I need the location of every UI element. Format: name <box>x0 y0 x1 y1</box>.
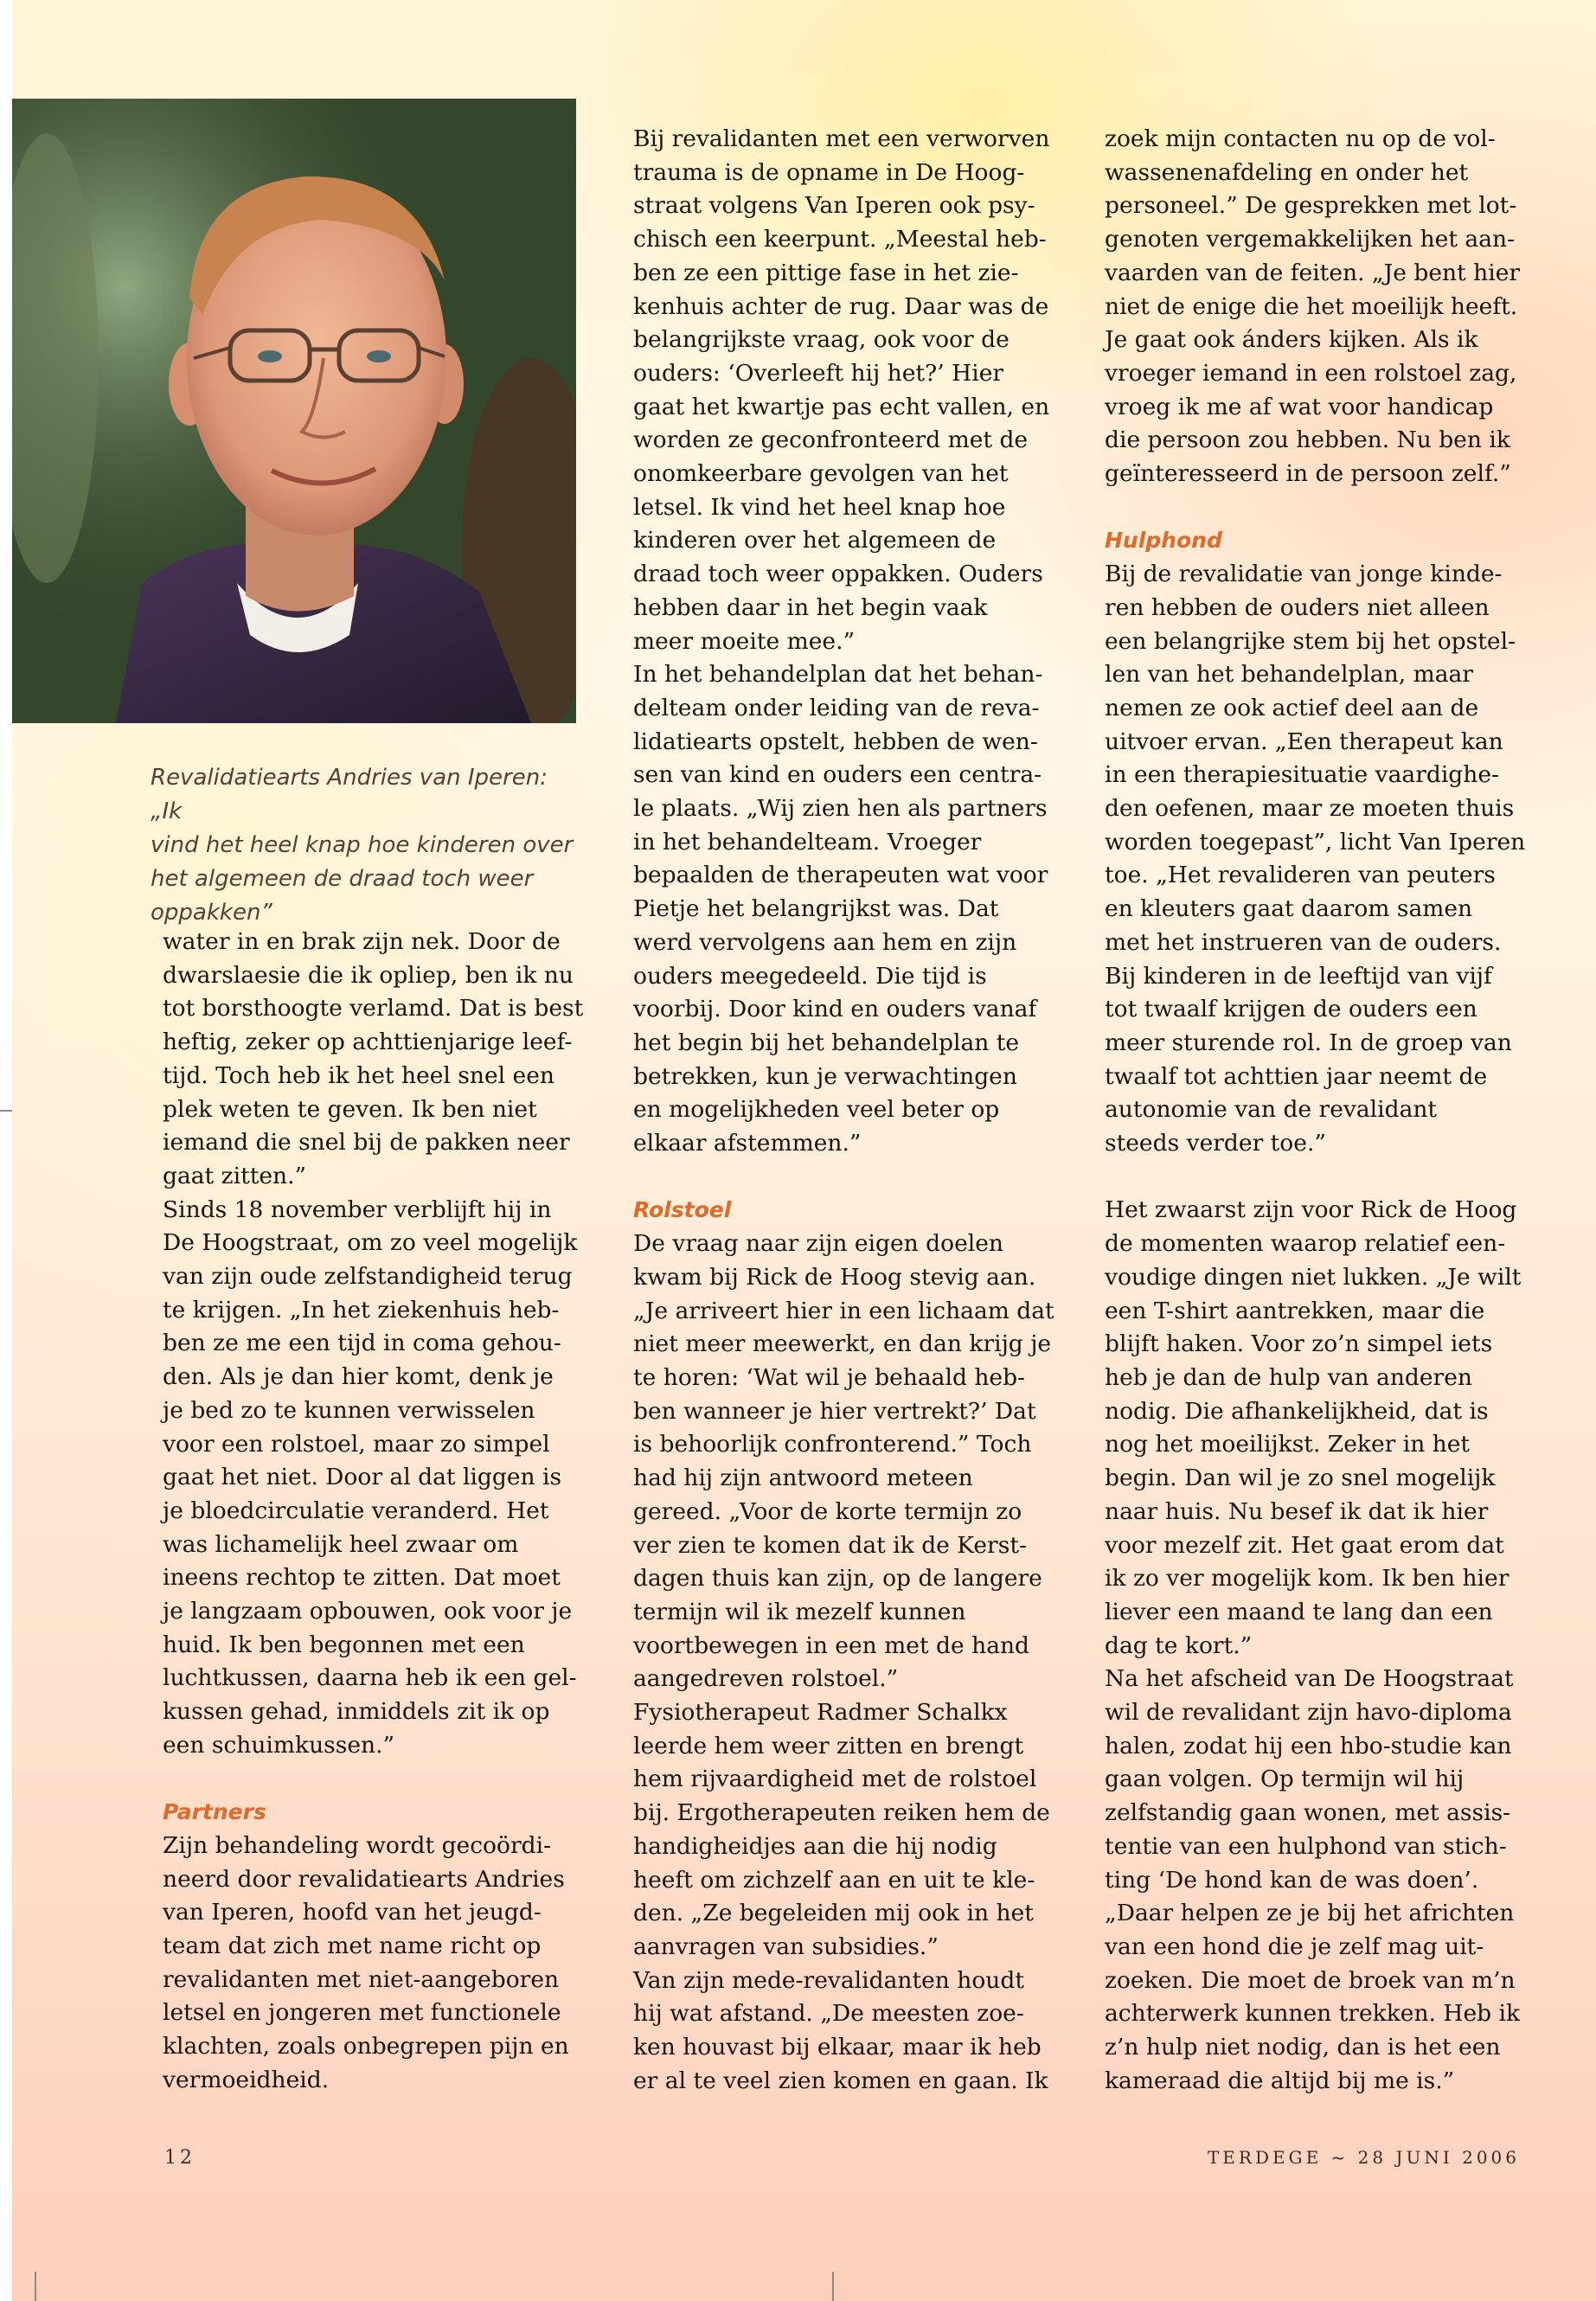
text-line: begin. Dan wil je zo snel mogelijk <box>1105 1465 1496 1492</box>
text-line: Van zijn mede-revalidanten houdt <box>633 1966 1024 1994</box>
text-line: van Iperen, hoofd van het jeugd- <box>163 1899 542 1926</box>
text-line: De Hoogstraat, om zo veel mogelijk <box>163 1229 578 1257</box>
text-line: liever een maand te lang dan een <box>1105 1598 1493 1625</box>
text-line: toe. „Het revalideren van peuters <box>1105 862 1496 889</box>
text-line: dwarslaesie die ik opliep, ben ik nu <box>163 961 574 989</box>
text-line: le plaats. „Wij zien hen als partners <box>633 795 1048 823</box>
text-line: gereed. „Voor de korte termijn zo <box>633 1497 1022 1525</box>
text-line: nog het moeilijkst. Zeker in het <box>1105 1431 1471 1458</box>
text-line: vermoeidheid. <box>163 2066 330 2093</box>
text-line: had hij zijn antwoord meteen <box>633 1465 973 1492</box>
text-line: voor een rolstoel, maar zo simpel <box>163 1430 550 1458</box>
text-line: een T-shirt aantrekken, maar die <box>1105 1297 1485 1324</box>
text-line: en kleuters gaat daarom samen <box>1105 895 1473 923</box>
text-line: vaarden van de feiten. „Je bent hier <box>1105 259 1521 286</box>
text-line: luchtkussen, daarna heb ik een gel- <box>163 1664 577 1692</box>
text-line: bepaalden de therapeuten wat voor <box>633 862 1048 889</box>
publication-line: TERDEGE ~ 28 JUNI 2006 <box>1207 2147 1520 2168</box>
text-line: hij wat afstand. „De meesten zoe- <box>633 2000 1024 2028</box>
text-line: len van het behandelplan, maar <box>1105 661 1473 689</box>
text-line: Bij revalidanten met een verworven <box>633 125 1050 152</box>
text-line: straat volgens Van Iperen ook psy- <box>633 192 1035 220</box>
text-line: tijd. Toch heb ik het heel snel een <box>163 1061 554 1089</box>
text-line: onomkeerbare gevolgen van het <box>633 460 1009 488</box>
text-line: De vraag naar zijn eigen doelen <box>633 1230 1003 1258</box>
text-line: ouders: ‘Overleeft hij het?’ Hier <box>633 359 1004 387</box>
text-line: kwam bij Rick de Hoog stevig aan. <box>633 1263 1036 1291</box>
text-line: achterwerk kunnen trekken. Heb ik <box>1105 2000 1521 2028</box>
text-line: ken houvast bij elkaar, maar ik heb <box>633 2034 1042 2061</box>
text-line: den oefenen, maar ze moeten thuis <box>1105 795 1515 823</box>
text-line: nemen ze ook actief deel aan de <box>1105 694 1479 721</box>
text-line: betrekken, kun je verwachtingen <box>633 1062 1017 1090</box>
text-line: worden toegepast”, licht Van Iperen <box>1105 828 1526 856</box>
text-line: dag te kort.” <box>1105 1631 1253 1659</box>
text-line: heftig, zeker op achttienjarige leef- <box>163 1029 573 1056</box>
text-line: kenhuis achter de rug. Daar was de <box>633 292 1049 320</box>
text-line: vroeger iemand in een rolstoel zag, <box>1105 359 1517 387</box>
text-line: zoeken. Die moet de broek van m’n <box>1105 1966 1516 1994</box>
text-line: en mogelijkheden veel beter op <box>633 1096 1000 1124</box>
text-line: lidatiearts opstelt, hebben de wen- <box>633 727 1038 755</box>
text-line: die persoon zou hebben. Nu ben ik <box>1105 426 1510 454</box>
text-line: voortbewegen in een met de hand <box>633 1631 1030 1659</box>
text-line: uitvoer ervan. „Een therapeut kan <box>1105 727 1503 755</box>
text-line: niet de enige die het moeilijk heeft. <box>1105 292 1518 320</box>
text-line: in een therapiesituatie vaardighe- <box>1105 761 1499 789</box>
text-line: je bloedcirculatie veranderd. Het <box>163 1497 549 1524</box>
text-line: Pietje het belangrijkst was. Dat <box>633 895 999 923</box>
text-line: van zijn oude zelfstandigheid terug <box>163 1263 573 1291</box>
text-line: gaat zitten.” <box>163 1162 307 1189</box>
caption-line: vind het heel knap hoe kinderen over <box>151 832 574 858</box>
page-number: 12 <box>164 2147 195 2169</box>
text-line: werd vervolgens aan hem en zijn <box>633 928 1017 956</box>
text-line: den. Als je dan hier komt, denk je <box>163 1363 554 1391</box>
text-line: Zijn behandeling wordt gecoördi- <box>163 1831 552 1859</box>
text-line: z’n hulp niet nodig, dan is het een <box>1105 2034 1501 2061</box>
text-line: tot twaalf krijgen de ouders een <box>1105 996 1477 1023</box>
text-line: draad toch weer oppakken. Ouders <box>633 561 1043 588</box>
text-line: team dat zich met name richt op <box>163 1932 542 1960</box>
text-line: belangrijkste vraag, ook voor de <box>633 326 1010 354</box>
paragraph-gap <box>163 1763 583 1797</box>
text-line: letsel. Ik vind het heel knap hoe <box>633 493 1006 521</box>
text-line: er al te veel zien komen en gaan. Ik <box>633 2067 1048 2094</box>
text-line: kameraad die altijd bij me is.” <box>1105 2067 1455 2094</box>
text-line: is behoorlijk confronterend.” Toch <box>633 1431 1032 1458</box>
crop-mark <box>832 2272 834 2301</box>
text-line: je langzaam opbouwen, ook voor je <box>163 1598 573 1625</box>
article-column-2 <box>633 123 1054 2098</box>
text-line: het begin bij het behandelplan te <box>633 1029 1020 1056</box>
text-line: vroeg ik me af wat voor handicap <box>1105 393 1494 420</box>
text-line: ineens rechtop te zitten. Dat moet <box>163 1564 561 1592</box>
paragraph-gap <box>1105 1161 1525 1195</box>
text-line: leerde hem weer zitten en brengt <box>633 1732 1024 1759</box>
text-line: te krijgen. „In het ziekenhuis heb- <box>163 1296 560 1324</box>
text-line: genoten vergemakkelijken het aan- <box>1105 226 1516 253</box>
text-line: worden ze geconfronteerd met de <box>633 426 1029 454</box>
text-line: ting ‘De hond kan de was doen’. <box>1105 1866 1479 1894</box>
text-line: neerd door revalidatiearts Andries <box>163 1865 565 1893</box>
section-heading: Hulphond <box>1105 528 1222 554</box>
text-line: chisch een keerpunt. „Meestal heb- <box>633 226 1047 253</box>
portrait-photo <box>12 99 576 723</box>
text-line: autonomie van de revalidant <box>1105 1096 1438 1124</box>
text-line: halen, zodat hij een hbo-studie kan <box>1105 1732 1512 1759</box>
text-line: steeds verder toe.” <box>1105 1130 1326 1157</box>
article-column-3 <box>1105 123 1525 2098</box>
text-line: den. „Ze begeleiden mij ook in het <box>633 1900 1034 1927</box>
paragraph-gap <box>633 1161 1054 1195</box>
text-line: met het instrueren van de ouders. <box>1105 928 1502 956</box>
text-line: Fysiotherapeut Radmer Schalkx <box>633 1699 1008 1727</box>
text-line: ver zien te komen dat ik de Kerst- <box>633 1531 1027 1559</box>
text-line: termijn wil ik mezelf kunnen <box>633 1598 966 1625</box>
text-line: geïnteresseerd in de persoon zelf.” <box>1105 460 1511 488</box>
caption-line: Revalidatiearts Andries van Iperen: „Ik <box>151 765 548 824</box>
text-line: ben wanneer je hier vertrekt?’ Dat <box>633 1397 1036 1425</box>
text-line: gaat het niet. Door al dat liggen is <box>163 1464 562 1491</box>
section-heading: Rolstoel <box>633 1197 732 1223</box>
text-line: twaalf tot achttien jaar neemt de <box>1105 1062 1488 1090</box>
text-line: in het behandelteam. Vroeger <box>633 828 982 856</box>
text-line: Bij kinderen in de leeftijd van vijf <box>1105 962 1492 990</box>
text-line: personeel.” De gesprekken met lot- <box>1105 192 1517 220</box>
text-line: wil de revalidant zijn havo-diploma <box>1105 1699 1512 1727</box>
text-line: blijft haken. Voor zo’n simpel iets <box>1105 1330 1493 1358</box>
caption-line: het algemeen de draad toch weer <box>151 866 534 892</box>
text-line: trauma is de opname in De Hoog- <box>633 158 1025 186</box>
caption-line: oppakken” <box>151 900 272 926</box>
text-line: een schuimkussen.” <box>163 1731 395 1759</box>
text-line: letsel en jongeren met functionele <box>163 1999 561 2027</box>
text-line: aanvragen van subsidies.” <box>633 1932 939 1960</box>
text-line: handigheidjes aan die hij nodig <box>633 1832 997 1860</box>
text-line: kinderen over het algemeen de <box>633 527 997 554</box>
text-line: elkaar afstemmen.” <box>633 1130 862 1157</box>
text-line: ben ze een pittige fase in het zie- <box>633 259 1019 286</box>
text-line: voor mezelf zit. Het gaat erom dat <box>1105 1531 1504 1559</box>
text-line: sen van kind en ouders een centra- <box>633 761 1042 789</box>
text-line: „Je arriveert hier in een lichaam dat <box>633 1297 1054 1324</box>
text-line: Bij de revalidatie van jonge kinde- <box>1105 561 1503 588</box>
text-line: bij. Ergotherapeuten reiken hem de <box>633 1799 1050 1827</box>
crop-mark <box>0 1110 12 1112</box>
text-line: tot borsthoogte verlamd. Dat is best <box>163 995 584 1022</box>
text-line: niet meer meewerkt, en dan krijg je <box>633 1330 1052 1358</box>
text-line: Je gaat ook ánders kijken. Als ik <box>1105 326 1478 354</box>
text-line: naar huis. Nu besef ik dat ik hier <box>1105 1497 1489 1525</box>
text-line: nodig. Die afhankelijkheid, dat is <box>1105 1397 1489 1425</box>
magazine-page <box>12 0 1596 2301</box>
text-line: gaat het kwartje pas echt vallen, en <box>633 393 1050 420</box>
text-line: „Daar helpen ze je bij het africhten <box>1105 1900 1515 1927</box>
text-line: was lichamelijk heel zwaar om <box>163 1530 519 1558</box>
text-line: heb je dan de hulp van anderen <box>1105 1363 1472 1391</box>
text-line: revalidanten met niet-aangeboren <box>163 1965 560 1993</box>
text-line: te horen: ‘Wat wil je behaald heb- <box>633 1364 1025 1391</box>
text-line: ben ze me een tijd in coma gehou- <box>163 1330 561 1357</box>
text-line: huid. Ik ben begonnen met een <box>163 1631 525 1658</box>
text-line: voudige dingen niet lukken. „Je wilt <box>1105 1263 1522 1291</box>
text-line: van een hond die je zelf mag uit- <box>1105 1932 1484 1960</box>
text-line: Na het afscheid van De Hoogstraat <box>1105 1665 1514 1693</box>
section-heading: Partners <box>163 1799 266 1825</box>
text-line: tentie van een hulphond van stich- <box>1105 1832 1507 1860</box>
text-line: ren hebben de ouders niet alleen <box>1105 593 1490 621</box>
text-line: klachten, zoals onbegrepen pijn en <box>163 2033 569 2061</box>
portrait-illustration <box>12 99 576 723</box>
crop-mark <box>35 2272 36 2301</box>
text-line: hebben daar in het begin vaak <box>633 593 988 621</box>
text-line: aangedreven rolstoel.” <box>633 1665 899 1693</box>
text-line: Sinds 18 november verblijft hij in <box>163 1195 552 1223</box>
text-line: ik zo ver mogelijk kom. Ik ben hier <box>1105 1565 1509 1593</box>
text-line: dagen thuis kan zijn, op de langere <box>633 1565 1042 1593</box>
text-line: een belangrijke stem bij het opstel- <box>1105 627 1516 655</box>
text-line: ouders meegedeeld. Die tijd is <box>633 962 987 990</box>
text-line: water in en brak zijn nek. Door de <box>163 928 561 955</box>
text-line: gaan volgen. Op termijn wil hij <box>1105 1766 1465 1793</box>
text-line: Het zwaarst zijn voor Rick de Hoog <box>1105 1196 1517 1224</box>
text-line: heeft om zichzelf aan en uit te kle- <box>633 1866 1035 1894</box>
text-line: meer moeite mee.” <box>633 627 856 655</box>
text-line: iemand die snel bij de pakken neer <box>163 1129 570 1157</box>
text-line: delteam onder leiding van de reva- <box>633 694 1040 721</box>
paragraph-gap <box>1105 491 1525 525</box>
text-line: plek weten te geven. Ik ben niet <box>163 1095 537 1123</box>
text-line: wassenenafdeling en onder het <box>1105 158 1469 186</box>
text-line: kussen gehad, inmiddels zit ik op <box>163 1698 550 1726</box>
text-line: In het behandelplan dat het behan- <box>633 661 1043 689</box>
photo-caption <box>151 761 583 930</box>
text-line: de momenten waarop relatief een- <box>1105 1230 1506 1258</box>
text-line: voorbij. Door kind en ouders vanaf <box>633 996 1037 1023</box>
text-line: je bed zo te kunnen verwisselen <box>163 1396 535 1424</box>
article-column-1 <box>163 926 583 2098</box>
text-line: hem rijvaardigheid met de rolstoel <box>633 1766 1037 1793</box>
text-line: meer sturende rol. In de groep van <box>1105 1029 1512 1056</box>
text-line: zoek mijn contacten nu op de vol- <box>1105 125 1496 152</box>
text-line: zelfstandig gaan wonen, met assis- <box>1105 1799 1511 1827</box>
